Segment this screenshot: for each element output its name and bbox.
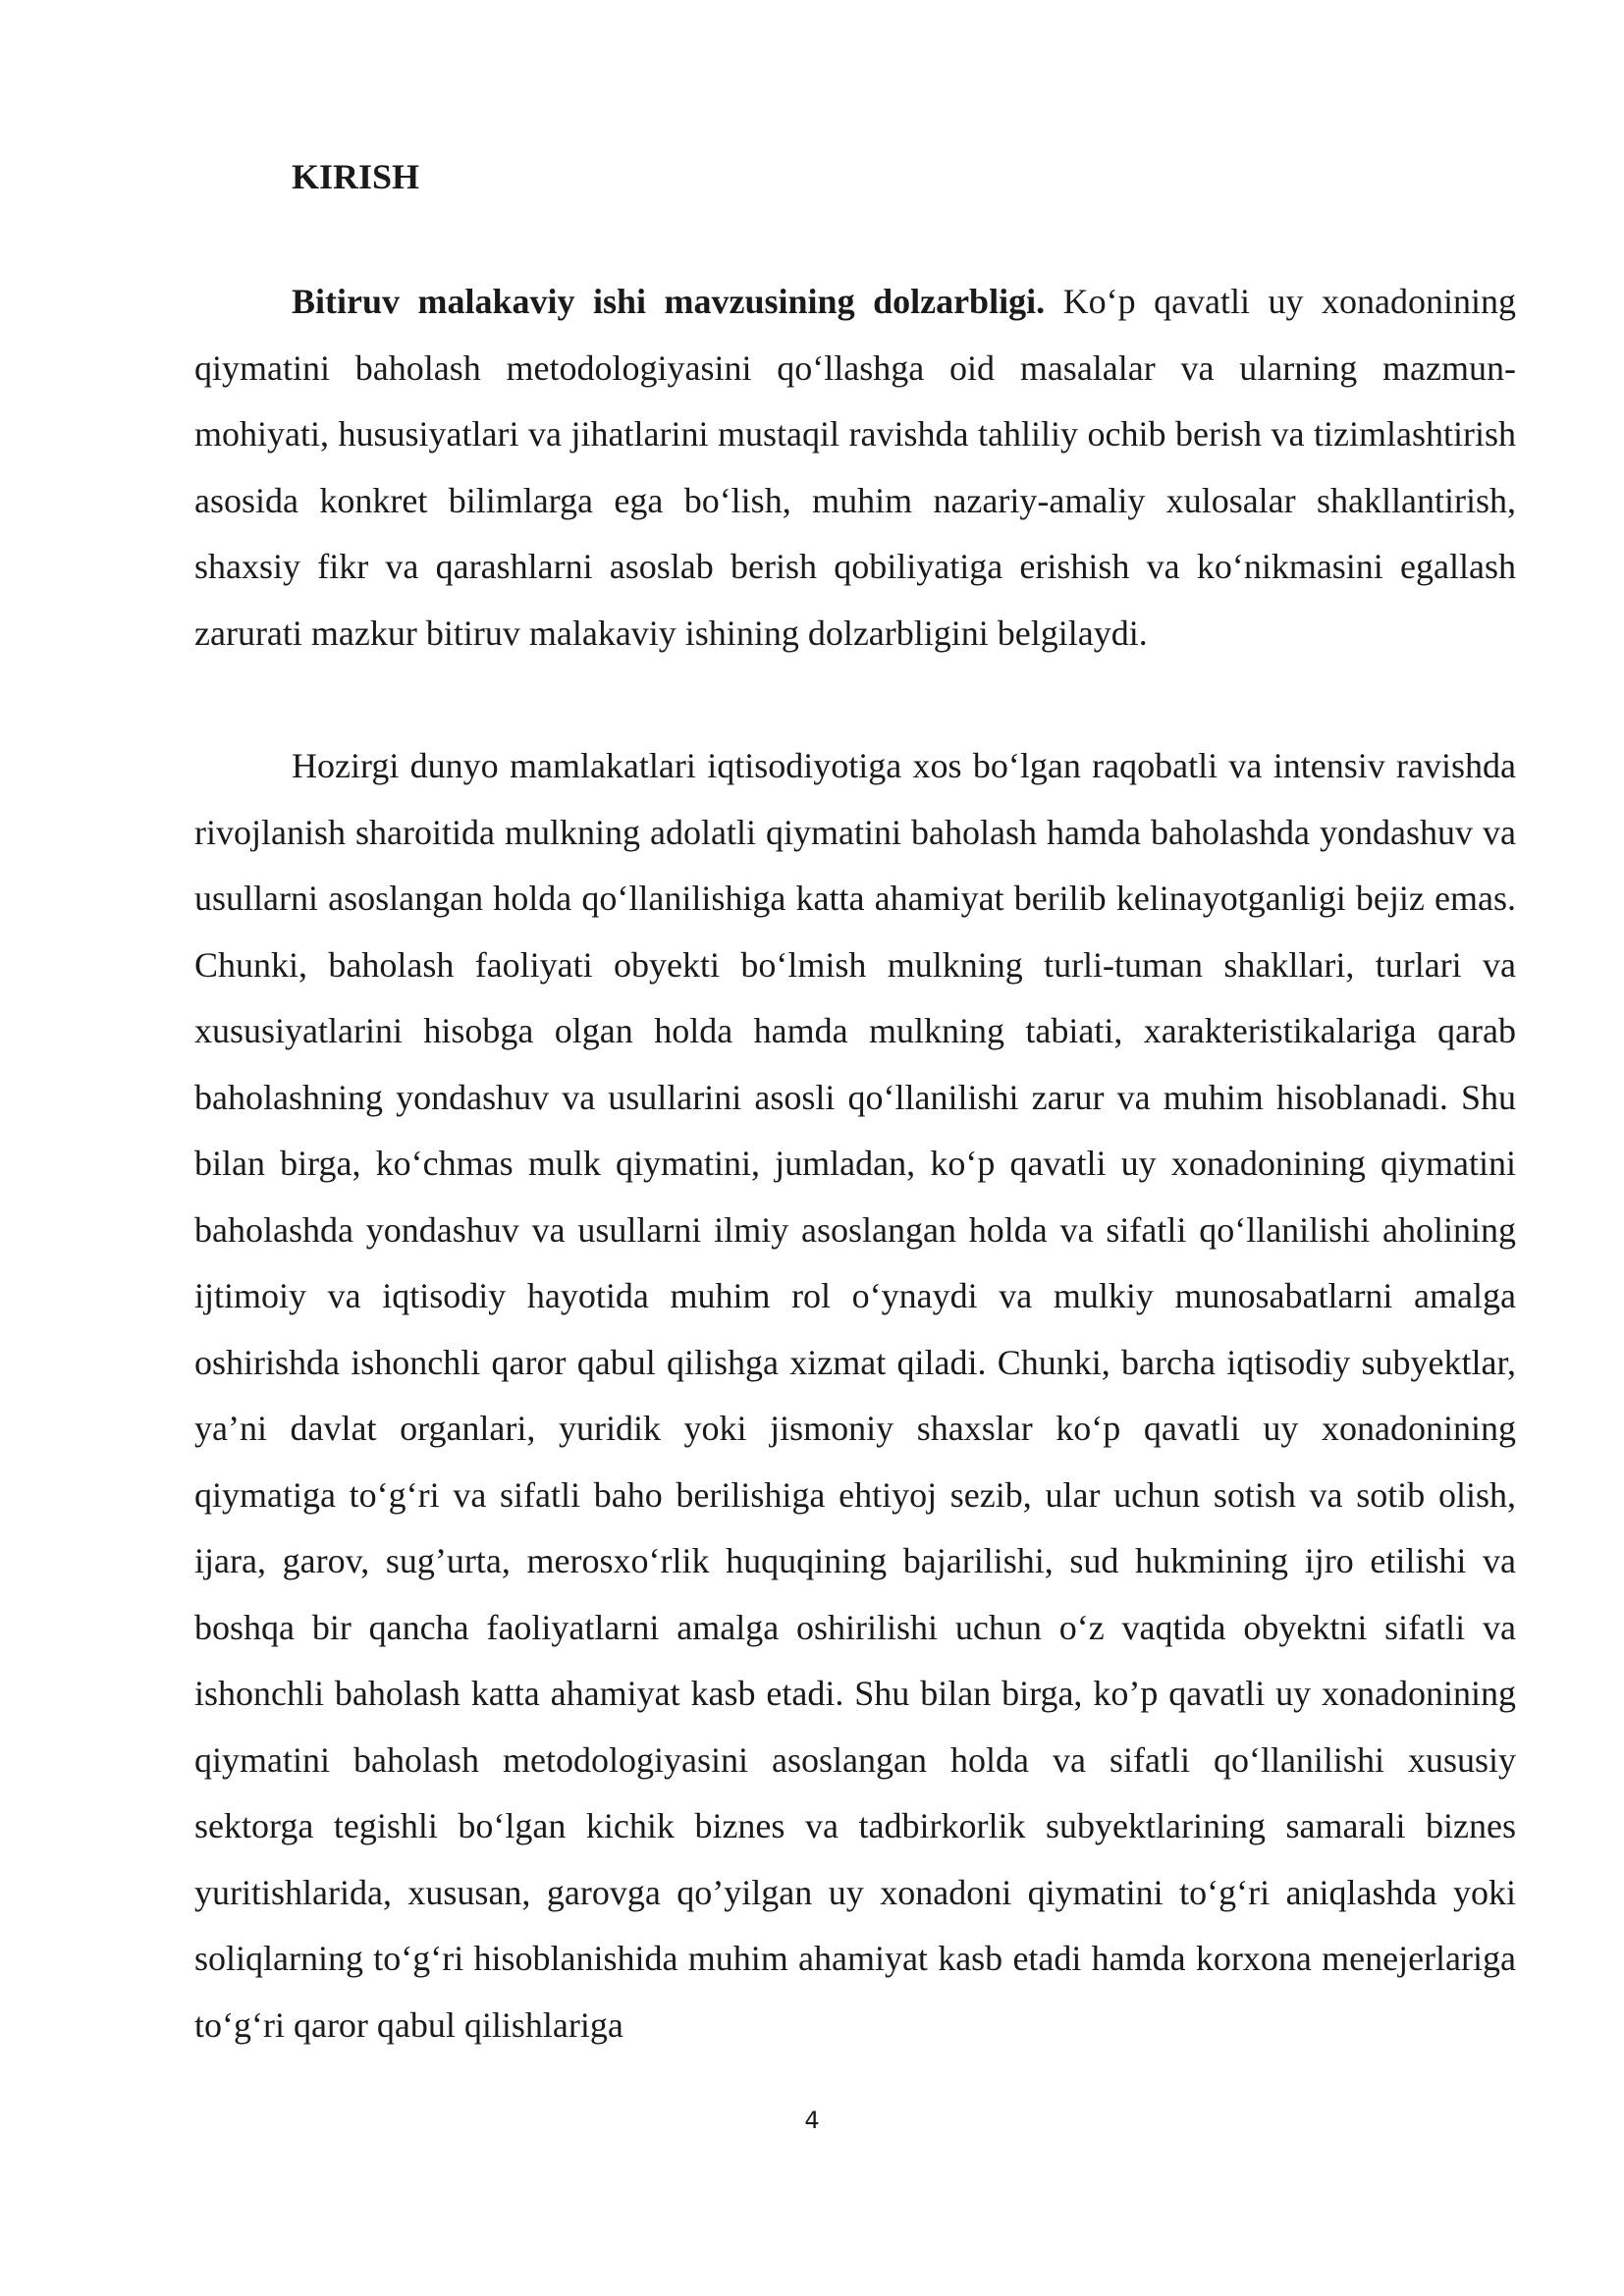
paragraph-text [194, 269, 1516, 667]
page-number: 4 [804, 2107, 820, 2134]
paragraph-body: Ko‘p qavatli uy xonadonining qiymatini baholash metodologiyasini qo‘llashga oid masalalar va ularning mazmun-mohiyati, hususiyatlari va jihatlarini mustaqil ravishda tahliliy ochib berish va tizimlashtirish asosida konkret bilimlarga ega bo‘lish, muhim nazariy-amaliy xulosalar shakllantirish, shaxsiy fikr va qarashlarni asoslab berish qobiliyatiga erishish va ko‘nikmasini egallash zarurati mazkur bitiruv malakaviy ishining dolzarbligini belgilaydi. [194, 282, 1517, 653]
paragraph-lead: Bitiruv malakaviy ishi mavzusining dolzarbligi. [292, 282, 1046, 321]
paragraph-text: Hozirgi dunyo mamlakatlari iqtisodiyotiga xos bo‘lgan raqobatli va intensiv ravishda rivojlanish sharoitida mulkning adolatli qiymatini baholash hamda baholashda yondashuv va usullarni asoslangan holda qo‘llanilishiga katta ahamiyat berilib kelinayotganligi bejiz emas. Chunki, baholash faoliyati obyekti bo‘lmish mulkning turli-tuman shakllari, turlari va xususiyatlarini hisobga olgan holda hamda mulkning tabiati, xarakteristikalariga qarab baholashning yondashuv va usullarini asosli qo‘llanilishi zarur va muhim hisoblanadi. Shu bilan birga, ko‘chmas mulk qiymatini, jumladan, ko‘p qavatli uy xonadonining qiymatini baholashda yondashuv va usullarni ilmiy asoslangan holda va sifatli qo‘llanilishi aholining ijtimoiy va iqtisodiy hayotida muhim rol o‘ynaydi va mulkiy munosabatlarni amalga oshirishda ishonchli qaror qabul qilishga xizmat qiladi. Chunki, barcha iqtisodiy subyektlar, ya’ni davlat organlari, yuridik yoki jismoniy shaxslar ko‘p qavatli uy xonadonining qiymatiga to‘g‘ri va sifatli baho berilishiga ehtiyoj sezib, ular uchun sotish va sotib olish, ijara, garov, sug’urta, merosxo‘rlik huquqining bajarilishi, sud hukmining ijro etilishi va boshqa bir qancha faoliyatlarni amalga oshirilishi uchun o‘z vaqtida obyektni sifatli va ishonchli baholash katta ahamiyat kasb etadi. Shu bilan birga, ko’p qavatli uy xonadonining qiymatini baholash metodologiyasini asoslangan holda va sifatli qo‘llanilishi xususiy sektorga tegishli bo‘lgan kichik biznes va tadbirkorlik subyektlarining samarali biznes yuritishlarida, xususan, garovga qo’yilgan uy xonadoni qiymatini to‘g‘ri aniqlashda yoki soliqlarning to‘g‘ri hisoblanishida muhim ahamiyat kasb etadi hamda korxona menejerlariga to‘g‘ri qaror qabul qilishlariga [194, 746, 1516, 2045]
paragraph-relevance [194, 269, 1516, 667]
section-heading: KIRISH [292, 157, 420, 196]
paragraph-context [194, 733, 1516, 2058]
